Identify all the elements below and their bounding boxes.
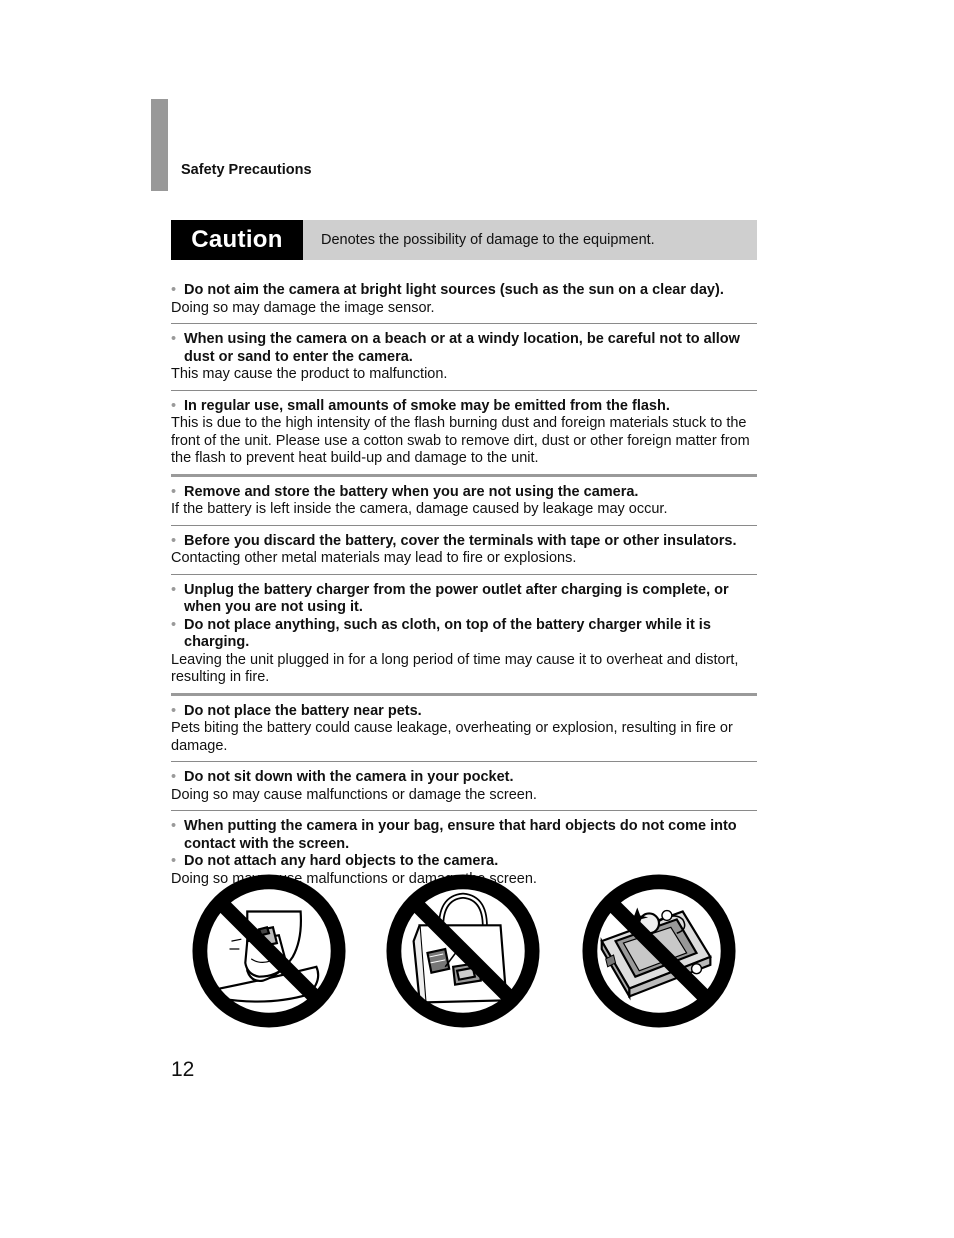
precaution-text: Pets biting the battery could cause leakage, overheating or explosion, resulting in fire or damage. [171,720,733,754]
precaution-bullet: • Do not sit down with the camera in your pocket. [171,769,757,787]
precaution-item [171,327,757,391]
caution-banner [171,220,757,260]
precaution-item [171,480,757,526]
precaution-list [171,282,757,894]
section-title: Safety Precautions [181,162,312,178]
precaution-text: This may cause the product to malfunction. [171,366,448,382]
precaution-bullet: • Unplug the battery charger from the power outlet after charging is complete, or when you are not using it. [171,582,757,617]
precaution-bullet: • When putting the camera in your bag, ensure that hard objects do not come into contact with the screen. [171,818,757,853]
precaution-bullet: • Do not place the battery near pets. [171,703,757,721]
precaution-item [171,394,757,477]
precaution-bullet: • Do not attach any hard objects to the camera. [171,853,757,871]
precaution-text: Leaving the unit plugged in for a long period of time may cause it to overheat and distort, resulting in fire. [171,651,739,685]
illustration-row [190,872,740,1032]
precaution-item [171,282,757,324]
precaution-bullet: • Do not aim the camera at bright light sources (such as the sun on a clear day). [171,282,757,300]
precaution-bullet: • When using the camera on a beach or at a windy location, be careful not to allow dust or sand to enter the camera. [171,331,757,366]
no-hard-objects-in-bag-icon [384,872,542,1030]
precaution-text: If the battery is left inside the camera, damage caused by leakage may occur. [171,501,668,517]
precaution-bullet: • Do not place anything, such as cloth, on top of the battery charger while it is charging. [171,617,757,652]
precaution-item [171,765,757,811]
precaution-item [171,699,757,763]
precaution-text: Doing so may cause malfunctions or damage the screen. [171,786,537,803]
page-number: 12 [171,1058,195,1081]
precaution-bullet: • Remove and store the battery when you are not using the camera. [171,484,757,502]
precaution-item [171,529,757,575]
caution-description: Denotes the possibility of damage to the equipment. [321,232,655,248]
precaution-text: Doing so may cause malfunctions or damage the screen. [171,870,537,887]
precaution-item [171,578,757,696]
caution-label: Caution [171,220,303,260]
no-hard-objects-attached-icon [580,872,738,1030]
precaution-bullet: • Before you discard the battery, cover the terminals with tape or other insulators. [171,533,757,551]
section-tab-marker [151,99,168,191]
precaution-bullet: • In regular use, small amounts of smoke may be emitted from the flash. [171,398,757,416]
precaution-text: This is due to the high intensity of the flash burning dust and foreign materials stuck to the front of the unit. Please use a cotton swab to remove dirt, dust or other foreign matter from the flash to prevent heat build-up and damage to the unit. [171,415,750,466]
no-sitting-with-camera-in-pocket-icon [190,872,348,1030]
precaution-text: Contacting other metal materials may lead to fire or explosions. [171,550,577,566]
precaution-text: Doing so may damage the image sensor. [171,299,435,316]
